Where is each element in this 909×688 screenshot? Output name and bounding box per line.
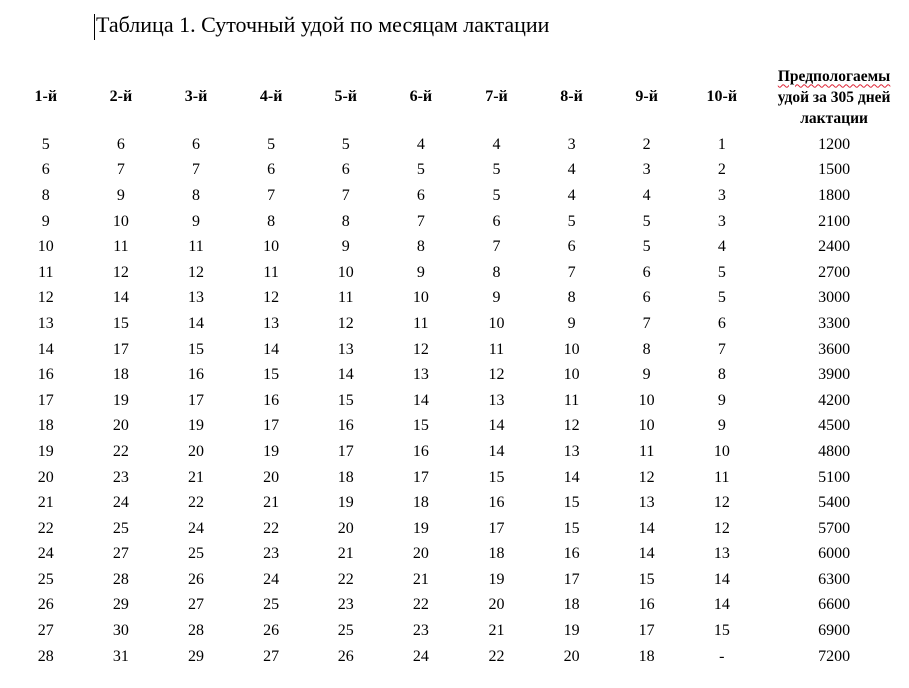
cell-month-8: 9 xyxy=(567,314,576,332)
cell-expected-yield: 3300 xyxy=(818,314,851,332)
cell-month-2: 19 xyxy=(112,391,129,409)
cell-month-2: 20 xyxy=(112,417,129,435)
cell-month-9: 17 xyxy=(638,622,655,640)
cell-month-7: 19 xyxy=(488,570,505,588)
cell-month-4: 10 xyxy=(263,238,280,256)
cell-month-7: 4 xyxy=(492,135,501,153)
cell-month-1: 17 xyxy=(37,391,54,409)
cell-month-8: 14 xyxy=(563,468,580,486)
cell-expected-yield: 4800 xyxy=(818,442,851,460)
cell-month-10: 12 xyxy=(713,519,730,537)
cell-month-4: 25 xyxy=(263,596,280,614)
cell-month-1: 5 xyxy=(41,135,50,153)
cell-month-8: 10 xyxy=(563,340,580,358)
cell-month-5: 12 xyxy=(337,314,354,332)
header-row xyxy=(8,62,909,132)
cell-month-5: 11 xyxy=(338,289,354,307)
cell-month-6: 7 xyxy=(416,212,425,230)
table-row xyxy=(8,490,909,516)
cell-month-2: 7 xyxy=(116,161,125,179)
cell-month-8: 15 xyxy=(563,494,580,512)
text-cursor xyxy=(94,14,95,40)
cell-month-1: 11 xyxy=(38,263,54,281)
cell-month-3: 21 xyxy=(188,468,205,486)
cell-expected-yield: 6000 xyxy=(818,545,851,563)
header-month-3: 3-й xyxy=(184,88,208,105)
cell-month-10: 15 xyxy=(713,622,730,640)
cell-month-3: 14 xyxy=(188,314,205,332)
cell-month-9: 6 xyxy=(642,263,651,281)
header-month-6: 6-й xyxy=(409,88,433,105)
cell-month-1: 26 xyxy=(37,596,54,614)
cell-month-9: 11 xyxy=(638,442,655,460)
table-row xyxy=(8,183,909,209)
table-row xyxy=(8,542,909,568)
cell-month-9: 5 xyxy=(642,238,651,256)
cell-month-5: 26 xyxy=(337,647,354,665)
cell-month-5: 5 xyxy=(341,135,350,153)
cell-month-2: 12 xyxy=(112,263,129,281)
cell-expected-yield: 3000 xyxy=(818,289,851,307)
cell-month-6: 11 xyxy=(413,314,429,332)
cell-month-4: 7 xyxy=(267,186,276,204)
cell-month-8: 8 xyxy=(567,289,576,307)
cell-expected-yield: 2400 xyxy=(818,238,851,256)
cell-month-4: 21 xyxy=(263,494,280,512)
cell-month-2: 29 xyxy=(112,596,129,614)
cell-month-5: 8 xyxy=(341,212,350,230)
cell-month-2: 23 xyxy=(112,468,129,486)
cell-month-1: 18 xyxy=(37,417,54,435)
table-row xyxy=(8,439,909,465)
cell-expected-yield: 2100 xyxy=(818,212,851,230)
cell-month-3: 20 xyxy=(188,442,205,460)
cell-month-7: 5 xyxy=(492,186,501,204)
cell-month-7: 22 xyxy=(488,647,505,665)
cell-month-1: 13 xyxy=(37,314,54,332)
cell-month-5: 19 xyxy=(337,494,354,512)
cell-month-10: 14 xyxy=(713,596,730,614)
table-row xyxy=(8,234,909,260)
cell-month-9: 10 xyxy=(638,391,655,409)
cell-month-6: 15 xyxy=(412,417,429,435)
cell-month-8: 19 xyxy=(563,622,580,640)
cell-month-6: 12 xyxy=(412,340,429,358)
cell-month-9: 16 xyxy=(638,596,655,614)
cell-month-10: 3 xyxy=(717,212,726,230)
table-row xyxy=(8,644,909,670)
cell-month-3: 26 xyxy=(188,570,205,588)
cell-month-7: 13 xyxy=(488,391,505,409)
table-row xyxy=(8,209,909,235)
cell-month-4: 14 xyxy=(263,340,280,358)
cell-month-6: 24 xyxy=(412,647,429,665)
cell-month-10: 14 xyxy=(713,570,730,588)
cell-month-1: 10 xyxy=(37,238,54,256)
cell-month-9: 3 xyxy=(642,161,651,179)
cell-month-4: 8 xyxy=(267,212,276,230)
cell-month-7: 6 xyxy=(492,212,501,230)
cell-expected-yield: 1800 xyxy=(818,186,851,204)
cell-month-4: 15 xyxy=(263,366,280,384)
cell-month-8: 4 xyxy=(567,186,576,204)
cell-month-9: 9 xyxy=(642,366,651,384)
cell-month-1: 12 xyxy=(37,289,54,307)
cell-month-10: 11 xyxy=(714,468,730,486)
cell-month-2: 10 xyxy=(112,212,129,230)
header-expected-yield-line1: Предпологаемы xyxy=(777,67,891,85)
cell-month-6: 19 xyxy=(412,519,429,537)
cell-month-3: 27 xyxy=(188,596,205,614)
cell-month-4: 5 xyxy=(267,135,276,153)
cell-month-3: 24 xyxy=(188,519,205,537)
cell-month-4: 23 xyxy=(263,545,280,563)
cell-month-7: 8 xyxy=(492,263,501,281)
cell-month-1: 21 xyxy=(37,494,54,512)
cell-month-10: 8 xyxy=(717,366,726,384)
cell-month-3: 6 xyxy=(192,135,201,153)
table-row xyxy=(8,362,909,388)
cell-expected-yield: 3600 xyxy=(818,340,851,358)
cell-month-5: 17 xyxy=(337,442,354,460)
header-month-2: 2-й xyxy=(109,88,133,105)
cell-month-4: 6 xyxy=(267,161,276,179)
cell-month-8: 15 xyxy=(563,519,580,537)
cell-month-8: 12 xyxy=(563,417,580,435)
cell-month-9: 13 xyxy=(638,494,655,512)
cell-month-2: 25 xyxy=(112,519,129,537)
cell-month-7: 16 xyxy=(488,494,505,512)
cell-month-7: 15 xyxy=(488,468,505,486)
cell-month-2: 18 xyxy=(112,366,129,384)
cell-month-3: 13 xyxy=(188,289,205,307)
cell-month-9: 5 xyxy=(642,212,651,230)
cell-month-4: 17 xyxy=(263,417,280,435)
cell-month-8: 7 xyxy=(567,263,576,281)
header-month-7: 7-й xyxy=(485,88,508,105)
header-month-8: 8-й xyxy=(560,88,583,105)
cell-month-2: 22 xyxy=(112,442,129,460)
cell-month-6: 16 xyxy=(412,442,429,460)
cell-month-10: 9 xyxy=(717,391,726,409)
cell-month-3: 8 xyxy=(192,186,201,204)
cell-expected-yield: 4200 xyxy=(818,391,851,409)
cell-month-6: 9 xyxy=(416,263,425,281)
cell-expected-yield: 5100 xyxy=(818,468,851,486)
cell-expected-yield: 4500 xyxy=(818,417,851,435)
table-row xyxy=(8,286,909,312)
cell-month-1: 9 xyxy=(41,212,50,230)
cell-month-9: 4 xyxy=(642,186,651,204)
cell-month-9: 8 xyxy=(642,340,651,358)
table-row xyxy=(8,132,909,158)
cell-month-9: 18 xyxy=(638,647,655,665)
cell-month-6: 6 xyxy=(416,186,425,204)
cell-expected-yield: 6900 xyxy=(818,622,851,640)
cell-month-4: 24 xyxy=(263,570,280,588)
table-body xyxy=(8,132,909,669)
cell-expected-yield: 3900 xyxy=(818,366,851,384)
cell-month-4: 27 xyxy=(263,647,280,665)
cell-month-4: 12 xyxy=(263,289,280,307)
cell-month-4: 16 xyxy=(263,391,280,409)
cell-month-8: 3 xyxy=(567,135,576,153)
cell-month-10: 5 xyxy=(717,289,726,307)
cell-month-7: 5 xyxy=(492,161,501,179)
cell-expected-yield: 5400 xyxy=(818,494,851,512)
cell-month-7: 14 xyxy=(488,417,505,435)
cell-month-6: 20 xyxy=(412,545,429,563)
cell-month-1: 6 xyxy=(41,161,50,179)
cell-month-1: 27 xyxy=(37,622,54,640)
cell-month-3: 17 xyxy=(188,391,205,409)
cell-month-10: 3 xyxy=(717,186,726,204)
cell-month-8: 20 xyxy=(563,647,580,665)
cell-month-10: 1 xyxy=(717,135,726,153)
cell-month-3: 12 xyxy=(188,263,205,281)
cell-month-4: 26 xyxy=(263,622,280,640)
cell-month-2: 17 xyxy=(112,340,129,358)
cell-month-8: 13 xyxy=(563,442,580,460)
cell-month-1: 20 xyxy=(37,468,54,486)
cell-month-10: 13 xyxy=(713,545,730,563)
cell-month-6: 22 xyxy=(412,596,429,614)
cell-month-3: 25 xyxy=(188,545,205,563)
cell-month-6: 14 xyxy=(412,391,429,409)
cell-month-6: 18 xyxy=(412,494,429,512)
cell-month-10: 6 xyxy=(717,314,726,332)
cell-month-5: 20 xyxy=(337,519,354,537)
header-month-4: 4-й xyxy=(259,88,283,105)
cell-month-3: 16 xyxy=(188,366,205,384)
cell-month-9: 15 xyxy=(638,570,655,588)
header-month-5: 5-й xyxy=(334,88,358,105)
cell-month-10: 9 xyxy=(717,417,726,435)
cell-month-3: 29 xyxy=(188,647,205,665)
table-row xyxy=(8,618,909,644)
cell-month-8: 10 xyxy=(563,366,580,384)
cell-month-1: 19 xyxy=(37,442,54,460)
cell-month-3: 22 xyxy=(188,494,205,512)
header-expected-yield-line2: удой за 305 дней xyxy=(777,88,891,106)
cell-month-8: 6 xyxy=(567,238,576,256)
cell-month-7: 9 xyxy=(492,289,501,307)
cell-month-2: 30 xyxy=(112,622,129,640)
cell-month-3: 19 xyxy=(188,417,205,435)
cell-month-7: 11 xyxy=(488,340,505,358)
header-month-9: 9-й xyxy=(635,88,658,105)
cell-month-7: 12 xyxy=(488,366,505,384)
cell-month-3: 11 xyxy=(188,238,204,256)
cell-month-8: 17 xyxy=(563,570,580,588)
cell-month-5: 18 xyxy=(337,468,354,486)
cell-expected-yield: 6600 xyxy=(818,596,851,614)
cell-month-7: 18 xyxy=(488,545,505,563)
cell-expected-yield: 6300 xyxy=(818,570,851,588)
lactation-table xyxy=(8,62,909,669)
table-row xyxy=(8,516,909,542)
cell-month-5: 10 xyxy=(337,263,354,281)
cell-month-9: 2 xyxy=(642,135,651,153)
cell-month-5: 16 xyxy=(337,417,354,435)
cell-month-6: 5 xyxy=(416,161,425,179)
cell-month-5: 21 xyxy=(337,545,354,563)
header-expected-yield-line3: лактации xyxy=(800,109,868,127)
cell-month-5: 15 xyxy=(337,391,354,409)
table-row xyxy=(8,337,909,363)
header-month-1: 1-й xyxy=(34,88,58,105)
cell-month-6: 4 xyxy=(416,135,425,153)
cell-month-1: 28 xyxy=(37,647,54,665)
cell-month-1: 22 xyxy=(37,519,54,537)
cell-month-7: 14 xyxy=(488,442,505,460)
cell-month-5: 23 xyxy=(337,596,354,614)
table-row xyxy=(8,260,909,286)
cell-month-9: 6 xyxy=(642,289,651,307)
cell-month-3: 15 xyxy=(188,340,205,358)
cell-month-2: 14 xyxy=(112,289,129,307)
cell-month-3: 9 xyxy=(192,212,201,230)
cell-month-10: 7 xyxy=(717,340,726,358)
cell-month-7: 17 xyxy=(488,519,505,537)
cell-month-5: 25 xyxy=(337,622,354,640)
cell-month-10: 5 xyxy=(717,263,726,281)
cell-month-2: 15 xyxy=(112,314,129,332)
cell-month-1: 8 xyxy=(41,186,50,204)
cell-month-8: 11 xyxy=(563,391,580,409)
cell-expected-yield: 7200 xyxy=(818,647,851,665)
cell-month-2: 24 xyxy=(112,494,129,512)
cell-month-6: 10 xyxy=(412,289,429,307)
cell-month-6: 8 xyxy=(416,238,425,256)
cell-month-5: 13 xyxy=(337,340,354,358)
table-row xyxy=(8,465,909,491)
cell-month-6: 21 xyxy=(412,570,429,588)
cell-month-7: 21 xyxy=(488,622,505,640)
cell-month-6: 17 xyxy=(412,468,429,486)
cell-expected-yield: 1200 xyxy=(818,135,851,153)
cell-month-10: - xyxy=(719,647,725,665)
cell-month-7: 7 xyxy=(492,238,501,256)
table-row xyxy=(8,414,909,440)
cell-month-10: 2 xyxy=(717,161,726,179)
cell-month-8: 4 xyxy=(567,161,576,179)
table-row xyxy=(8,593,909,619)
cell-month-6: 23 xyxy=(412,622,429,640)
cell-month-2: 9 xyxy=(116,186,125,204)
cell-month-3: 28 xyxy=(188,622,205,640)
table-title: Таблица 1. Суточный удой по месяцам лактации xyxy=(96,12,550,37)
cell-expected-yield: 2700 xyxy=(818,263,851,281)
cell-month-4: 20 xyxy=(263,468,280,486)
cell-month-8: 5 xyxy=(567,212,576,230)
cell-month-9: 10 xyxy=(638,417,655,435)
cell-month-2: 27 xyxy=(112,545,129,563)
cell-month-1: 16 xyxy=(37,366,54,384)
header-expected-yield xyxy=(759,62,909,132)
cell-expected-yield: 1500 xyxy=(818,161,851,179)
table-row xyxy=(8,388,909,414)
cell-month-5: 9 xyxy=(341,238,350,256)
table-row xyxy=(8,567,909,593)
cell-month-7: 10 xyxy=(488,314,505,332)
cell-month-10: 12 xyxy=(713,494,730,512)
cell-month-9: 7 xyxy=(642,314,651,332)
cell-month-10: 10 xyxy=(713,442,730,460)
cell-month-4: 11 xyxy=(263,263,279,281)
header-month-10: 10-й xyxy=(706,88,738,105)
cell-month-3: 7 xyxy=(192,161,201,179)
cell-month-2: 31 xyxy=(112,647,129,665)
cell-month-1: 24 xyxy=(37,545,54,563)
cell-month-6: 13 xyxy=(412,366,429,384)
cell-month-1: 25 xyxy=(37,570,54,588)
cell-month-7: 20 xyxy=(488,596,505,614)
cell-month-4: 22 xyxy=(263,519,280,537)
cell-month-10: 4 xyxy=(717,238,726,256)
table-row xyxy=(8,158,909,184)
cell-month-2: 28 xyxy=(112,570,129,588)
cell-month-5: 14 xyxy=(337,366,354,384)
cell-month-4: 13 xyxy=(263,314,280,332)
cell-month-8: 16 xyxy=(563,545,580,563)
cell-month-2: 6 xyxy=(116,135,125,153)
cell-month-5: 7 xyxy=(341,186,350,204)
cell-expected-yield: 5700 xyxy=(818,519,851,537)
cell-month-9: 14 xyxy=(638,545,655,563)
cell-month-9: 12 xyxy=(638,468,655,486)
cell-month-5: 22 xyxy=(337,570,354,588)
cell-month-8: 18 xyxy=(563,596,580,614)
cell-month-4: 19 xyxy=(263,442,280,460)
table-row xyxy=(8,311,909,337)
cell-month-1: 14 xyxy=(37,340,54,358)
cell-month-9: 14 xyxy=(638,519,655,537)
cell-month-2: 11 xyxy=(113,238,129,256)
cell-month-5: 6 xyxy=(341,161,350,179)
